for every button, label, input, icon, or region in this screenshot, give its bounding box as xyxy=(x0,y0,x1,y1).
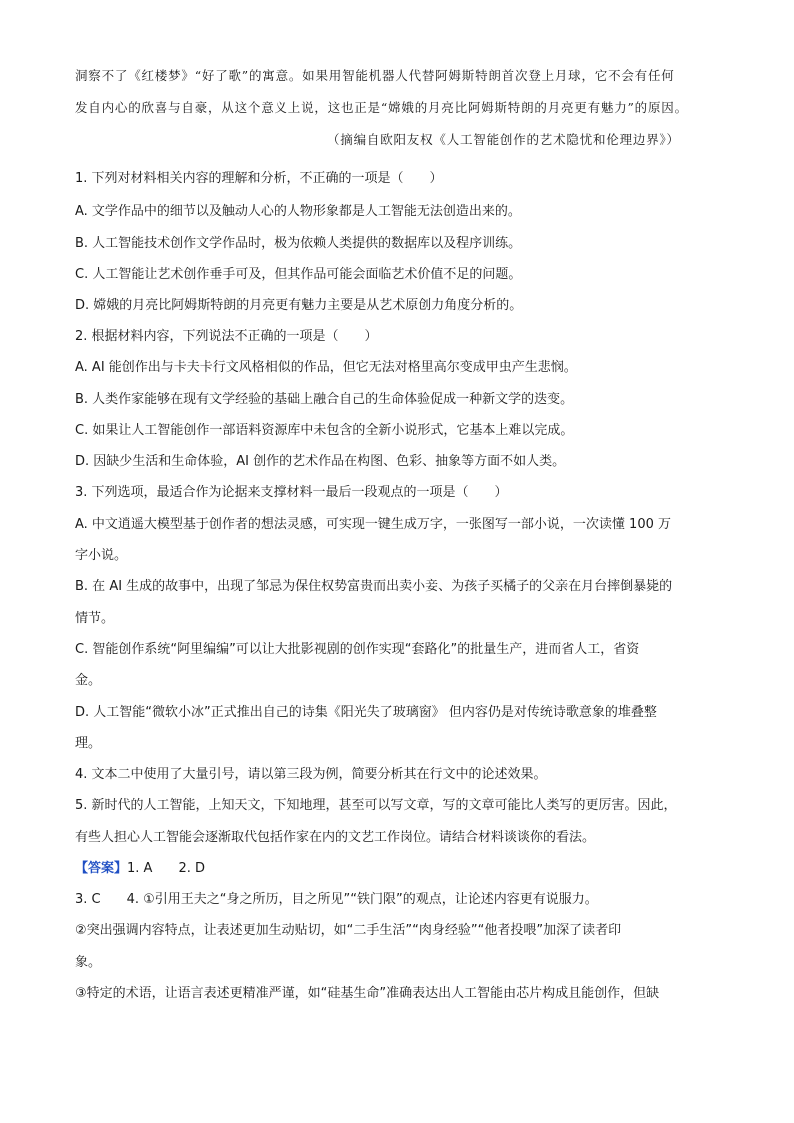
question-3-option-c-cont: 金。 xyxy=(75,673,102,688)
question-3-option-d: D. 人工智能“微软小冰”正式推出自己的诗集《阳光失了玻璃窗》 但内容仍是对传统诗歌意象的堆叠整 xyxy=(75,705,657,720)
question-1-stem: 1. 下列对材料相关内容的理解和分析，不正确的一项是（ ） xyxy=(75,171,443,186)
question-3-option-c: C. 智能创作系统“阿里编编”可以让大批影视剧的创作实现“套路化”的批量生产，进而省人工，省资 xyxy=(75,642,640,657)
question-2-option-d: D. 因缺少生活和生命体验，AI 创作的艺术作品在构图、色彩、抽象等方面不如人类。 xyxy=(75,454,566,469)
answer-line-5: ③特定的术语，让语言表述更精准严谨，如“硅基生命”准确表达出人工智能由芯片构成且能创作，但缺 xyxy=(75,986,660,1001)
question-1-option-d: D. 嫦娥的月亮比阿姆斯特朗的月亮更有魅力主要是从艺术原创力角度分析的。 xyxy=(75,298,523,313)
answer-line-3: ②突出强调内容特点，让表述更加生动贴切，如“二手生活”“肉身经验”“他者投喂”加深了读者印 xyxy=(75,923,622,938)
answer-tag: 【答案】 xyxy=(75,861,128,876)
question-5-line-2: 有些人担心人工智能会逐渐取代包括作家在内的文艺工作岗位。请结合材料谈谈你的看法。 xyxy=(75,830,596,845)
answer-line-2: 3. C 4. ①引用王夫之“身之所历，目之所见”“铁门限”的观点，让论述内容更有说服力。 xyxy=(75,892,598,907)
answer-line-1 xyxy=(75,860,205,878)
question-1-option-c: C. 人工智能让艺术创作垂手可及，但其作品可能会面临艺术价值不足的问题。 xyxy=(75,267,522,282)
question-5-line-1: 5. 新时代的人工智能，上知天文，下知地理，甚至可以写文章，写的文章可能比人类写的更厉害。因此， xyxy=(75,798,677,813)
question-3-stem: 3. 下列选项，最适合作为论据来支撑材料一最后一段观点的一项是（ ） xyxy=(75,485,508,500)
question-3-option-b: B. 在 AI 生成的故事中，出现了邹忌为保住权势富贵而出卖小妾、为孩子买橘子的父亲在月台摔倒暴毙的 xyxy=(75,579,673,594)
question-1-option-a: A. 文学作品中的细节以及触动人心的人物形象都是人工智能无法创造出来的。 xyxy=(75,204,521,219)
question-3-option-b-cont: 情节。 xyxy=(75,611,115,626)
answer-line-4: 象。 xyxy=(75,955,102,970)
question-2-option-c: C. 如果让人工智能创作一部语料资源库中未包含的全新小说形式，它基本上难以完成。 xyxy=(75,423,574,438)
question-3-option-a: A. 中文逍遥大模型基于创作者的想法灵感，可实现一键生成万字，一张图写一部小说，一次读懂 100 万 xyxy=(75,517,672,532)
question-2-option-b: B. 人类作家能够在现有文学经验的基础上融合自己的生命体验促成一种新文学的迭变。 xyxy=(75,392,574,407)
question-2-stem: 2. 根据材料内容，下列说法不正确的一项是（ ） xyxy=(75,329,378,344)
question-2-option-a: A. AI 能创作出与卡夫卡行文风格相似的作品，但它无法对格里高尔变成甲虫产生悲悯。 xyxy=(75,360,577,375)
excerpt-source: （摘编自欧阳友权《人工智能创作的艺术隐忧和伦理边界》） xyxy=(327,132,680,147)
question-4-stem: 4. 文本二中使用了大量引号，请以第三段为例，简要分析其在行文中的论述效果。 xyxy=(75,767,547,782)
excerpt-line-2: 发自内心的欣喜与自豪，从这个意义上说，这也正是“嫦娥的月亮比阿姆斯特朗的月亮更有魅力”的原因。 xyxy=(75,100,688,115)
question-1-option-b: B. 人工智能技术创作文学作品时，极为依赖人类提供的数据库以及程序训练。 xyxy=(75,236,522,251)
answer-1-2: 1. A 2. D xyxy=(127,861,205,876)
excerpt-line-1: 洞察不了《红楼梦》“好了歌”的寓意。如果用智能机器人代替阿姆斯特朗首次登上月球，它不会有任何 xyxy=(75,68,675,83)
question-3-option-d-cont: 理。 xyxy=(75,736,102,751)
question-3-option-a-cont: 字小说。 xyxy=(75,548,128,563)
